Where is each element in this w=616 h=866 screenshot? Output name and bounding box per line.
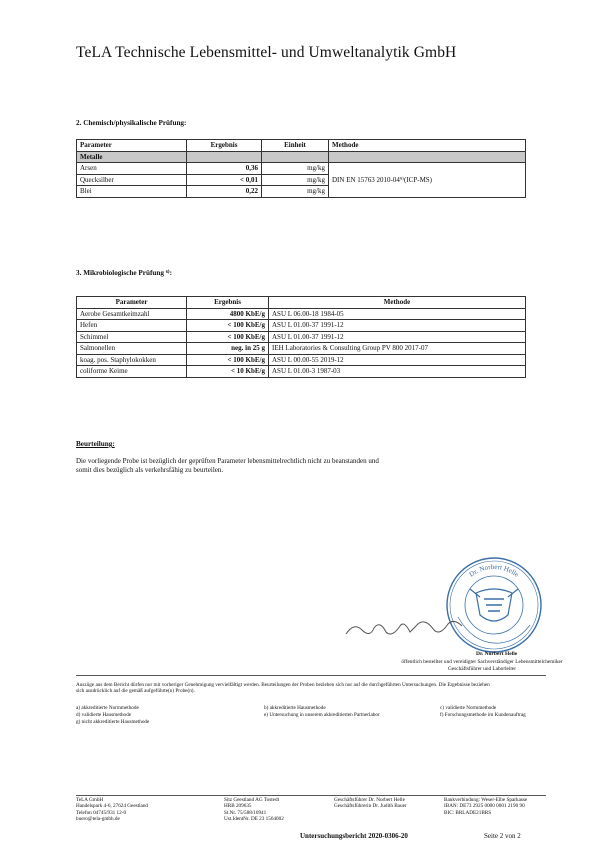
table-row: [77, 320, 526, 332]
footer-bank: Bankverbindung: Weser-Elbe Sparkasse IBAN: DE73 2925 0000 0001 2190 90 BIC: BRLADE21BRS: [444, 797, 528, 816]
result-cell: < 100 KbE/g: [187, 354, 269, 366]
group-label: Metalle: [77, 151, 187, 163]
method-cell: ASU L 00.00-55 2019-12: [269, 354, 526, 366]
param-cell: Salmonellen: [77, 343, 187, 355]
table-row: [77, 308, 526, 320]
col-method: Methode: [329, 140, 526, 152]
unit-cell: mg/kg: [262, 174, 329, 186]
page-number: Seite 2 von 2: [484, 832, 521, 840]
seal-ring-text: Dr. Norbert Helle: [467, 562, 521, 579]
param-cell: Arsen: [77, 163, 187, 175]
col-parameter: Parameter: [77, 140, 187, 152]
footer-company: TeLA GmbH Handelspark 4-6, 27624 Geestland Telefon 04745/931 12-0 buero@tela-gmbh.de: [76, 797, 149, 822]
section-2-title: 2. Chemisch/physikalische Prüfung:: [76, 119, 187, 127]
result-cell: 0,36: [187, 163, 262, 175]
disclaimer: Auszüge aus dem Bericht dürfen nur mit vorheriger Genehmigung vervielfältigt werden. Beurteilungen der Proben beziehen sich nur auf die durchgeführten Untersuchungen. Die Ergebnisse beziehen sich ausdrücklich auf die gemäß aufgeführte(n) Probe(n).: [76, 682, 490, 695]
divider: [76, 795, 546, 796]
legend-d: d) validierte Hausmethode: [76, 712, 132, 718]
legend-e: e) Untersuchung in unserem akkreditierten Partnerlabor: [264, 712, 380, 718]
handwritten-signature-icon: [344, 612, 464, 642]
footer-registry: Sitz Geestland AG Tostedt HRB 209635 St.Nr. 75/588/10941 Ust.IdentNr. DE 23 1564002: [224, 797, 284, 822]
assessment-title: Beurteilung:: [76, 440, 115, 448]
method-cell: ASU L 01.00-37 1991-12: [269, 320, 526, 332]
assessment-line: Die vorliegende Probe ist bezüglich der geprüften Parameter lebensmittelrechtlich nicht zu beanstanden und: [76, 457, 379, 465]
legend-f: f) Forschungsmethode im Kundenauftrag: [440, 712, 526, 718]
report-number: Untersuchungsbericht 2020-0306-20: [300, 832, 408, 840]
company-title: TeLA Technische Lebensmittel- und Umweltanalytik GmbH: [76, 44, 457, 61]
unit-cell: mg/kg: [262, 186, 329, 198]
param-cell: Aerobe Gesamtkeimzahl: [77, 308, 187, 320]
method-cell: DIN EN 15763 2010-04⁹⁾(ICP-MS): [329, 163, 526, 198]
col-result: Ergebnis: [187, 297, 269, 309]
result-cell: neg. in 25 g: [187, 343, 269, 355]
micro-table: [76, 296, 526, 378]
divider: [76, 675, 546, 676]
method-cell: IEH Laboratories & Consulting Group PV 800 2017-07: [269, 343, 526, 355]
col-method: Methode: [269, 297, 526, 309]
assessment-line: somit dies bezüglich als verkehrsfähig zu beurteilen.: [76, 466, 224, 474]
param-cell: Schimmel: [77, 331, 187, 343]
param-cell: coliforme Keime: [77, 366, 187, 378]
table-row: [77, 343, 526, 355]
chem-table: [76, 139, 526, 198]
signer-name: Dr. Norbert Helle: [476, 651, 518, 657]
footer-management: Geschäftsführer Dr. Norbert Helle Geschäftsführerin Dr. Judith Bauer: [334, 797, 407, 810]
signer-title: öffentlich bestellter und vereidigter Sachverständiger Lebensmittelchemiker: [401, 659, 563, 665]
table-row: [77, 354, 526, 366]
result-cell: < 10 KbE/g: [187, 366, 269, 378]
result-cell: < 100 KbE/g: [187, 331, 269, 343]
legend-c: c) validierte Normmethode: [440, 705, 497, 711]
table-row: [77, 366, 526, 378]
table-row: [77, 163, 526, 175]
col-parameter: Parameter: [77, 297, 187, 309]
result-cell: < 100 KbE/g: [187, 320, 269, 332]
param-cell: Hefen: [77, 320, 187, 332]
param-cell: koag. pos. Staphylokokken: [77, 354, 187, 366]
assessment-text: [76, 457, 476, 475]
method-cell: ASU L 06.00-18 1984-05: [269, 308, 526, 320]
legend-b: b) akkreditierte Hausmethode: [264, 705, 326, 711]
section-3-title: 3. Mikrobiologische Prüfung ⁶⁾:: [76, 269, 173, 277]
col-unit: Einheit: [262, 140, 329, 152]
result-cell: 4800 KbE/g: [187, 308, 269, 320]
legend-a: a) akkreditierte Normmethode: [76, 705, 139, 711]
result-cell: 0,22: [187, 186, 262, 198]
result-cell: < 0,01: [187, 174, 262, 186]
method-cell: ASU L 01.00-3 1987-03: [269, 366, 526, 378]
signer-role: Geschäftsführer und Laborleiter: [448, 666, 516, 672]
method-cell: ASU L 01.00-37 1991-12: [269, 331, 526, 343]
table-row: [77, 331, 526, 343]
legend-g: g) nicht akkreditierte Hausmethode: [76, 719, 150, 725]
unit-cell: mg/kg: [262, 163, 329, 175]
param-cell: Blei: [77, 186, 187, 198]
param-cell: Quecksilber: [77, 174, 187, 186]
col-result: Ergebnis: [187, 140, 262, 152]
